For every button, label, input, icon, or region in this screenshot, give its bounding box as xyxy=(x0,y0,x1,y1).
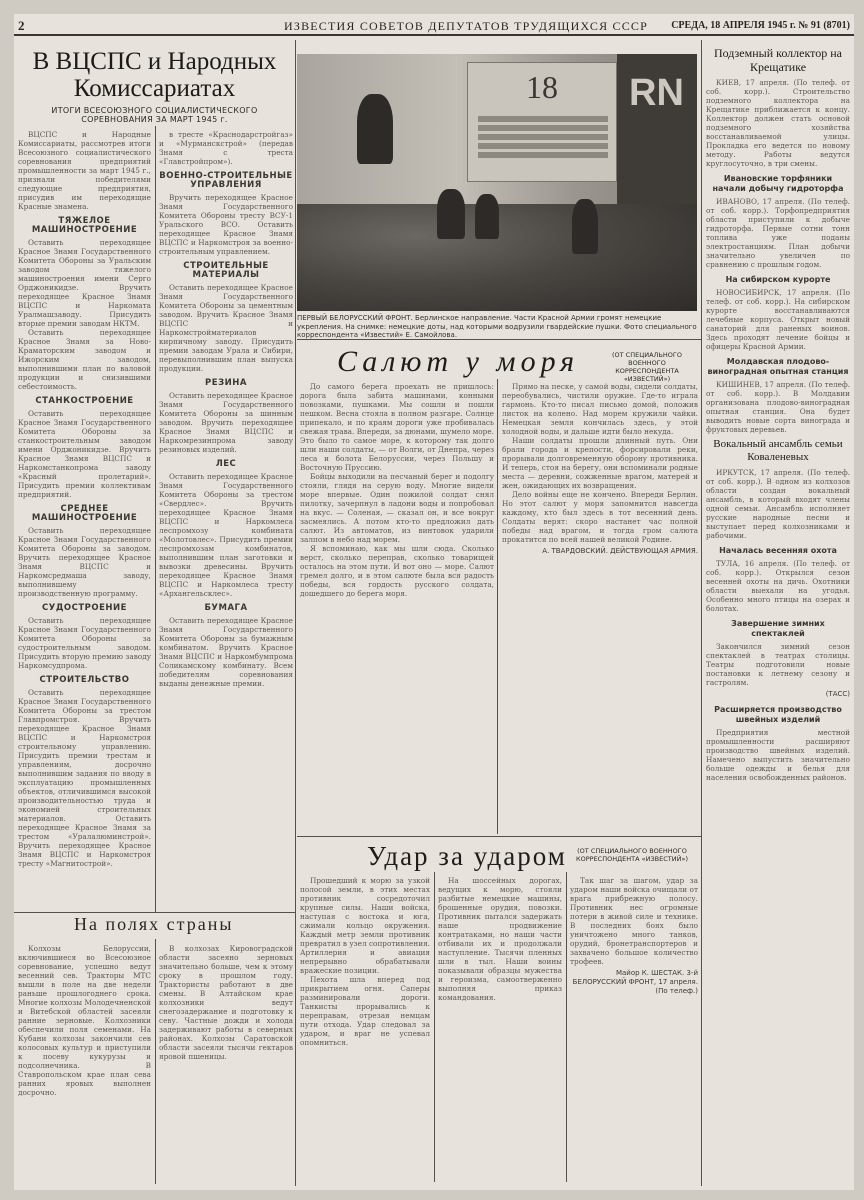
salut-source: (ОТ СПЕЦИАЛЬНОГО ВОЕННОГО КОРРЕСПОНДЕНТА «ИЗВЕСТИЙ») xyxy=(611,351,682,383)
poster: 18 xyxy=(467,62,617,182)
newspaper-page xyxy=(14,14,854,1190)
vcsps-col-1: ВЦСПС и Народные Комиссариаты, рассмотрев итоги Всесоюзного социалистического соревнования предприятий промышленности за март 1945 г., признали победителями следующие предприятия, присудив им переходящие Красные знамена. ТЯЖЕЛОЕ МАШИНОСТРОЕНИЕ Оставить переходящее Красное Знамя Государственного Комитета Обороны за Уральским заводом тяжелого машиностроения имени Серго Орджоникидзе. Вручить переходящее Красное Знамя ВЦСПС и Наркомата Уралмашзаводу. Присудить вторые премии заводам НКТМ. Оставить переходящее Красное Знамя за Ново-Краматорским заводом и Ижорским заводом, выполнившими план по валовой продукции и снизившими себестоимость. СТАНКОСТРОЕНИЕ Оставить переходящее Красное Знамя Государственного Комитета Обороны за станкостроительным заводом имени Орджоникидзе. Вручить Красное Знамя ВЦСПС и Наркомстанкопрома заводу «Красный пролетарий». Присудить премии коллективам предприятий. СРЕДНЕЕ МАШИНОСТРОЕНИЕ Оставить переходящее Красное Знамя Государственного Комитета Обороны за заводом. Вручить переходящее Красное Знамя ВЦСПС и Наркомсредмаша заводу, выполнившему производственную программу. СУДОСТРОЕНИЕ Оставить переходящее Красное Знамя Государственного Комитета Обороны за судостроительным заводом. Присудить вторую премию заводу Наркомсудпрома. СТРОИТЕЛЬСТВО Оставить переходящее Красное Знамя Государственного Комитета Обороны за трестом Главпромстроя. Вручить переходящее Красное Знамя ВЦСПС и Наркомстроя строительному управлению. Присудить премии трестам и управлениям, досрочно выполнившим задания по вводу в эксплуатацию промышленных объектов, отличившимся высокой производительностью труда и экономией строительных материалов. Оставить переходящее Красное Знамя за трестом «Уралалюминстрой». Вручить переходящее Красное Знамя ВЦСПС и Наркомстроя тресту «Магнитострой». xyxy=(18,130,151,868)
vcsps-article xyxy=(14,40,295,910)
right-headline-7: Завершение зимних спектаклей xyxy=(731,619,825,638)
udar-signature: Майор К. ШЕСТАК. 3-й БЕЛОРУССКИЙ ФРОНТ, 17 апреля. (По телеф.) xyxy=(572,969,698,995)
issue-date: СРЕДА, 18 АПРЕЛЯ 1945 г. № 91 (8701) xyxy=(671,20,850,31)
section-building-materials: СТРОИТЕЛЬНЫЕ МАТЕРИАЛЫ xyxy=(183,261,269,280)
right-headline-5: Вокальный ансамбль семьи Коваленевых xyxy=(713,438,843,463)
right-headline-3: На сибирском курорте xyxy=(725,275,831,284)
section-rubber: РЕЗИНА xyxy=(205,378,247,388)
tass-credit: (ТАСС) xyxy=(825,690,850,698)
section-paper: БУМАГА xyxy=(204,603,248,613)
vcsps-headline: В ВЦСПС и Народных Комиссариатах xyxy=(32,48,277,102)
fields-headline-block xyxy=(14,914,294,938)
right-headline-6: Началась весенняя охота xyxy=(719,546,837,555)
section-construction: СТРОИТЕЛЬСТВО xyxy=(39,675,130,685)
masthead xyxy=(14,14,854,36)
udar-title: Удар за ударом xyxy=(367,841,567,871)
right-headline-4: Молдавская плодово-виноградная опытная станция xyxy=(707,357,849,376)
udar-col-1: Прошедший к морю за узкой полосой земли, в этих местах противник сосредоточил крупные силы. Наши войска, наступая с востока и юга, сжимали кольцо окружения. Каждый метр земли противник превратил в узел сопротивления. Артиллерия и авиация непрерывно обрабатывали вражеские позиции. Пехота шла вперед под прикрытием огня. Саперы разминировали дороги. Танкисты прорывались к переправам, отрезая немцам пути отхода. Удар следовал за ударом, и враг не успевал опомниться. xyxy=(300,876,430,1047)
vcsps-subhead: ИТОГИ ВСЕСОЮЗНОГО СОЦИАЛИСТИЧЕСКОГО СОРЕВНОВАНИЯ ЗА МАРТ 1945 г. xyxy=(51,106,258,124)
right-column: Подземный коллектор на Крещатике КИЕВ, 17 апреля. (По телеф. от соб. корр.). Строительство подземного коллектора на Крещатике приближается к концу. Коллектор должен стать основой подземного хозяйства восстанавливаемой улицы. Прокладка его ведется по новому методу. Работы ведутся круглосуточно, в три смены. Ивановские торфяники начали добычу гидроторфа ИВАНОВО, 17 апреля. (По телеф. от соб. корр.). Торфопредприятия области приступили к добыче гидроторфа. Первые сотни тонн топлива уже поданы электростанциям. План добычи значительно увеличен по сравнению с прошлым годом. На сибирском курорте НОВОСИБИРСК, 17 апреля. (По телеф. от соб. корр.). На сибирском курорте восстанавливаются лечебные корпуса. Открыт новый санаторий для раненых воинов. Здесь проходят лечение бойцы и офицеры Красной Армии. Молдавская плодово-виноградная опытная станция КИШИНЕВ, 17 апреля. (По телеф. от соб. корр.). В Молдавии организована плодово-виноградная опытная станция. Она будет выводить новые сорта винограда и фруктовых деревьев. Вокальный ансамбль семьи Коваленевых ИРКУТСК, 17 апреля. (По телеф. от соб. корр.). В одном из колхозов области создан вокальный ансамбль, в который входят члены одной семьи. Ансамбль исполняет русские народные песни и выступает перед колхозниками и рабочими. Началась весенняя охота ТУЛА, 16 апреля. (По телеф. от соб. корр.). Открылся сезон весенней охоты на дичь. Охотники области выехали на угодья. Особенно много птицы на озерах и болотах. Завершение зимних спектаклей Закончился зимний сезон спектаклей в театрах столицы. Театры подготовили новые постановки к летнему сезону и гастролям. (ТАСС) Расширяется производство швейных изделий Предприятия местной промышленности расширяют производство швейных изделий. Намечено выпустить значительно больше одежды и белья для населения освобожденных районов. xyxy=(706,46,850,782)
salut-col-1: До самого берега проехать не пришлось: дорога была забита машинами, конными повозками, пушками. Мы сошли и пошли пешком. Весна стояла в полном разгаре. Солнце припекало, и по краям дороги уже пробивалась свежая трава. Впереди, за дюнами, шумело море. Это было то самое море, к которому так долго шли наши солдаты, — от Волги, от Днепра, через леса и болота Белоруссии, через Польшу и Восточную Пруссию. Бойцы выходили на песчаный берег и подолгу стояли, глядя на серую воду. Многие видели море впервые. Один пожилой солдат снял пилотку, зачерпнул в ладони воды и попробовал на вкус. — Соленая, — сказал он, и все вокруг засмеялись. А потом кто-то предложил дать салют. Из автоматов, из винтовок ударили залпом в небо над морем. Я вспоминаю, как мы шли сюда. Сколько верст, сколько переправ, сколько товарищей осталось на этом пути. И вот оно — море. Салют гремел долго, и в этом салюте была вся радость победы, вся гордость русского солдата, дошедшего до берега моря. xyxy=(300,382,494,598)
photo-caption: ПЕРВЫЙ БЕЛОРУССКИЙ ФРОНТ. Берлинское направление. Части Красной Армии громят немецкие укрепления. На снимке: немецкие доты, над которыми водрузили гвардейские пушки. Фото специального корреспондента «Известий» Е. Самойлова. xyxy=(297,314,697,339)
fields-col-2: В колхозах Кировоградской области засеяно зерновых значительно больше, чем к этому сроку в прошлом году. Трактористы работают в две смены. В Алтайском крае колхозники ведут снегозадержание и подготовку к севу. Частные дожди и холода задерживают работы в северных районах. Колхозы Саратовской области засеяли тысячи гектаров яровой пшеницы. xyxy=(159,944,293,1061)
salut-title: Салют у моря xyxy=(337,345,580,378)
udar-header xyxy=(297,839,697,869)
section-heavy: ТЯЖЕЛОЕ МАШИНОСТРОЕНИЕ xyxy=(31,216,138,235)
fields-headline: На полях страны xyxy=(74,914,234,934)
salut-signature: А. ТВАРДОВСКИЙ. ДЕЙСТВУЮЩАЯ АРМИЯ. xyxy=(542,547,698,555)
right-headline-2: Ивановские торфяники начали добычу гидроторфа xyxy=(712,174,844,193)
vcsps-col-2: в тресте «Краснодарстройгаз» и «Мурманскстрой» (передав Знамя с треста «Главстройпром»). ВОЕННО-СТРОИТЕЛЬНЫЕ УПРАВЛЕНИЯ Вручить переходящее Красное Знамя Государственного Комитета Обороны тресту ВСУ-1 Уральского ВСО. Оставить переходящее Красное Знамя ВЦСПС и Наркомстроя за военно-строительным управлением. СТРОИТЕЛЬНЫЕ МАТЕРИАЛЫ Оставить переходящее Красное Знамя Государственного Комитета Обороны за цементным заводом. Вручить Красное Знамя ВЦСПС и Наркомстройматериалов кирпичному заводу. Присудить премии заводам Урала и Сибири, перевыполнившим план выпуска продукции. РЕЗИНА Оставить переходящее Красное Знамя Государственного Комитета Обороны за шинным заводом. Вручить переходящее Красное Знамя ВЦСПС и Наркомрезинпрома заводу резиновых изделий. ЛЕС Оставить переходящее Красное Знамя Государственного Комитета Обороны за трестом «Свердлес». Вручить переходящее Красное Знамя ВЦСПС и Наркомлеса леспромхозу комбината «Молотовлес». Присудить премии леспромхозам комбинатов, выполнившим план заготовки и вывозки древесины. Вручить переходящее Красное Знамя ВЦСПС и Наркомлеса тресту «Архангельсклес». БУМАГА Оставить переходящее Красное Знамя Государственного Комитета Обороны за бумажным комбинатом. Вручить Красное Знамя ВЦСПС и Наркомбумпрома Соликамскому комбинату. Всем победителям соревнования выданы денежные премии. xyxy=(159,130,293,688)
section-military-construction: ВОЕННО-СТРОИТЕЛЬНЫЕ УПРАВЛЕНИЯ xyxy=(159,171,293,190)
udar-col-2: На шоссейных дорогах, ведущих к морю, стояли разбитые немецкие машины, брошенные орудия, повозки. Противник пытался задержать наше продвижение контратаками, но наши части отбивали их и продолжали наступление. Тысячи пленных шли в тыл. Наши воины показывали образцы мужества и героизма, самоотверженно выполняя приказ командования. xyxy=(438,876,562,1002)
section-shipbuilding: СУДОСТРОЕНИЕ xyxy=(42,603,127,613)
section-forest: ЛЕС xyxy=(215,459,237,469)
salut-header xyxy=(297,345,697,383)
right-headline-1: Подземный коллектор на Крещатике xyxy=(713,46,842,74)
newspaper-title: ИЗВЕСТИЯ СОВЕТОВ ДЕПУТАТОВ ТРУДЯЩИХСЯ СССР xyxy=(284,19,648,33)
salut-col-2: Прямо на песке, у самой воды, сидели солдаты, переобувались, чистили оружие. Где-то играла гармонь. Кто-то писал письмо домой, положив листок на колено. Над морем кружили чайки. Немецкая земля кончилась здесь, у этой холодной воды, и дальше идти было некуда. Наши солдаты прошли длинный путь. Они брали города и крепости, форсировали реки, прорывали долговременную оборону противника. И теперь, стоя на берегу, они вспоминали родные места — деревни, сожженные врагом, матерей и жен, ожидающих их возвращения. Дело войны еще не кончено. Впереди Берлин. Но этот салют у моря запомнится навсегда каждому, кто был здесь в тот весенний день. Солдаты верят: скоро настанет час полной победы над врагом, и тогда гром салюта прокатится по всей нашей великой Родине. А. ТВАРДОВСКИЙ. ДЕЙСТВУЮЩАЯ АРМИЯ. xyxy=(502,382,698,555)
section-medium: СРЕДНЕЕ МАШИНОСТРОЕНИЕ xyxy=(31,504,138,523)
udar-col-3: Так шаг за шагом, удар за ударом наши войска очищали от врага прибрежную полосу. Противник нес огромные потери в живой силе и технике. В последних боях было уничтожено много танков, орудий, бронетранспортеров и захвачено большое количество трофеев. Майор К. ШЕСТАК. 3-й БЕЛОРУССКИЙ ФРОНТ, 17 апреля. (По телеф.) xyxy=(570,876,698,995)
front-photo xyxy=(297,54,697,311)
page-number: 2 xyxy=(18,18,25,33)
photo-side-text: RN xyxy=(629,72,684,114)
section-machine-tools: СТАНКОСТРОЕНИЕ xyxy=(35,396,134,406)
fields-col-1: Колхозы Белоруссии, включившиеся во Всесоюзное соревнование, успешно ведут весенний сев. Тракторы МТС вышли в поле на две недели раньше прошлогоднего срока. Многие колхозы Молодечненской и Витебской областей засеяли ранние зерновые. Колхозники обеспечили поля семенами. На Кубани колхозы закончили сев колосовых культур и приступили к посеву кукурузы и подсолнечника. В Ставропольском крае план сева ранних яровых выполнен досрочно. xyxy=(18,944,151,1097)
udar-source: (ОТ СПЕЦИАЛЬНОГО ВОЕННОГО КОРРЕСПОНДЕНТА «ИЗВЕСТИЙ») xyxy=(576,847,688,863)
right-headline-8: Расширяется производство швейных изделий xyxy=(714,705,842,724)
